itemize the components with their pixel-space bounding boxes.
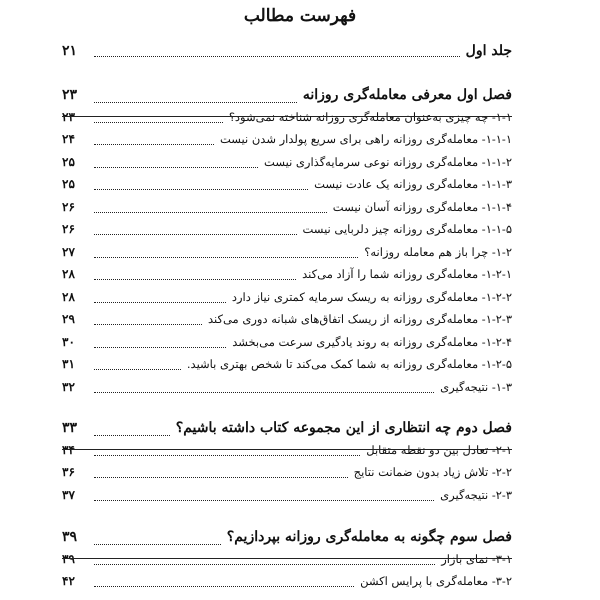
- section-divider: [62, 449, 512, 450]
- toc-label: ۳-۱- نمای بازار: [441, 552, 512, 566]
- toc-label: ۱-۱-۱- معامله‌گری روزانه راهی برای سریع پولدار شدن نیست: [219, 132, 512, 146]
- dot-leader: [94, 212, 327, 213]
- page-number: ۲۵: [62, 177, 75, 191]
- toc-label: ۱-۲- چرا باز هم معامله روزانه؟: [364, 245, 512, 259]
- page-number: ۲۷: [62, 245, 75, 259]
- toc-entry: [62, 484, 512, 506]
- page-number: ۳۱: [62, 357, 75, 371]
- toc-entry: [62, 331, 512, 353]
- toc-label: فصل دوم چه انتظاری از این مجموعه کتاب داشته باشیم؟: [175, 420, 512, 436]
- toc-entry: [62, 570, 512, 592]
- toc-entry: [62, 263, 512, 285]
- dot-leader: [94, 564, 435, 565]
- page-number: ۲۴: [62, 132, 75, 146]
- toc-entry: [62, 308, 512, 330]
- toc-label: ۱-۳- نتیجه‌گیری: [440, 380, 512, 394]
- toc-entry: [62, 218, 512, 240]
- page-number: ۲۸: [62, 290, 75, 304]
- dot-leader: [94, 56, 460, 57]
- toc-entry: [62, 106, 512, 128]
- toc-label: ۱-۲-۲- معامله‌گری روزانه به ریسک سرمایه کمتری نیاز دارد: [231, 290, 512, 304]
- toc-label: ۱-۱- چه چیزی به‌عنوان معامله‌گری روزانه شناخته نمی‌شود؟: [228, 110, 512, 124]
- toc-label: جلد اول: [465, 43, 512, 59]
- dot-leader: [94, 369, 181, 370]
- page-number: ۲۶: [62, 222, 75, 236]
- dot-leader: [94, 500, 434, 501]
- dot-leader: [94, 167, 258, 168]
- page-number: ۳۲: [62, 380, 75, 394]
- page-number: ۳۹: [62, 529, 78, 545]
- toc-entry: [62, 151, 512, 173]
- toc-chapter: [62, 417, 512, 439]
- section-divider: [62, 558, 512, 559]
- dot-leader: [94, 586, 354, 587]
- dot-leader: [94, 324, 202, 325]
- toc-entry: [62, 548, 512, 570]
- toc-label: ۲-۳- نتیجه‌گیری: [440, 488, 512, 502]
- dot-leader: [94, 144, 214, 145]
- page-number: ۳۶: [62, 465, 75, 479]
- dot-leader: [94, 102, 297, 103]
- page-number: ۲۳: [62, 110, 75, 124]
- dot-leader: [94, 257, 358, 258]
- toc-label: ۱-۲-۵- معامله‌گری روزانه به شما کمک می‌کند تا شخص بهتری باشید.: [186, 357, 512, 371]
- toc-label: ۱-۱-۵- معامله‌گری روزانه چیز دلربایی نیست: [302, 222, 512, 236]
- page-number: ۳۳: [62, 420, 78, 436]
- dot-leader: [94, 455, 360, 456]
- page-number: ۲۶: [62, 200, 75, 214]
- page-number: ۳۰: [62, 335, 75, 349]
- toc-label: ۱-۱-۳- معامله‌گری روزانه یک عادت نیست: [314, 177, 512, 191]
- toc-label: ۱-۲-۱- معامله‌گری روزانه شما را آزاد می‌کند: [302, 267, 512, 281]
- toc-label: ۲-۲- تلاش زیاد بدون ضمانت نتایج: [353, 465, 512, 479]
- toc-entry: [62, 173, 512, 195]
- section-divider: [62, 116, 512, 117]
- page-number: ۴۲: [62, 574, 75, 588]
- toc-entry: [62, 461, 512, 483]
- page-number: ۳۷: [62, 488, 75, 502]
- toc-label: ۱-۲-۳- معامله‌گری روزانه از ریسک اتفاق‌های شبانه دوری می‌کند: [207, 312, 512, 326]
- toc-chapter: [62, 526, 512, 548]
- dot-leader: [94, 544, 221, 545]
- toc-label: ۳-۲- معامله‌گری با پرایس اکشن: [360, 574, 512, 588]
- toc-entry: [62, 196, 512, 218]
- page-number: ۳۹: [62, 552, 75, 566]
- page-title: فهرست مطالب: [243, 6, 357, 26]
- dot-leader: [94, 302, 226, 303]
- toc-entry: [62, 128, 512, 150]
- dot-leader: [94, 477, 348, 478]
- page-number: ۲۳: [62, 87, 78, 103]
- toc-label: ۱-۲-۴- معامله‌گری روزانه به روند یادگیری سرعت می‌بخشد: [232, 335, 512, 349]
- page-number: ۳۴: [62, 443, 75, 457]
- toc-entry: [62, 241, 512, 263]
- dot-leader: [94, 392, 434, 393]
- toc-label: ۱-۱-۴- معامله‌گری روزانه آسان نیست: [332, 200, 512, 214]
- dot-leader: [94, 122, 223, 123]
- page-number: ۲۹: [62, 312, 75, 326]
- toc-volume: [62, 40, 512, 62]
- toc-chapter: [62, 84, 512, 106]
- toc-label: فصل اول معرفی معامله‌گری روزانه: [302, 87, 512, 103]
- toc-entry: [62, 376, 512, 398]
- page-number: ۲۵: [62, 155, 75, 169]
- dot-leader: [94, 347, 226, 348]
- dot-leader: [94, 234, 297, 235]
- toc-label: ۲-۱- تعادل بین دو نقطه متقابل: [366, 443, 512, 457]
- page-number: ۲۸: [62, 267, 75, 281]
- page-number: ۲۱: [62, 43, 78, 59]
- toc-entry: [62, 286, 512, 308]
- dot-leader: [94, 435, 170, 436]
- dot-leader: [94, 189, 308, 190]
- toc-label: فصل سوم چگونه به معامله‌گری روزانه بپردازیم؟: [226, 529, 512, 545]
- dot-leader: [94, 279, 296, 280]
- toc-label: ۱-۱-۲- معامله‌گری روزانه نوعی سرمایه‌گذاری نیست: [264, 155, 512, 169]
- toc-entry: [62, 353, 512, 375]
- toc-entry: [62, 439, 512, 461]
